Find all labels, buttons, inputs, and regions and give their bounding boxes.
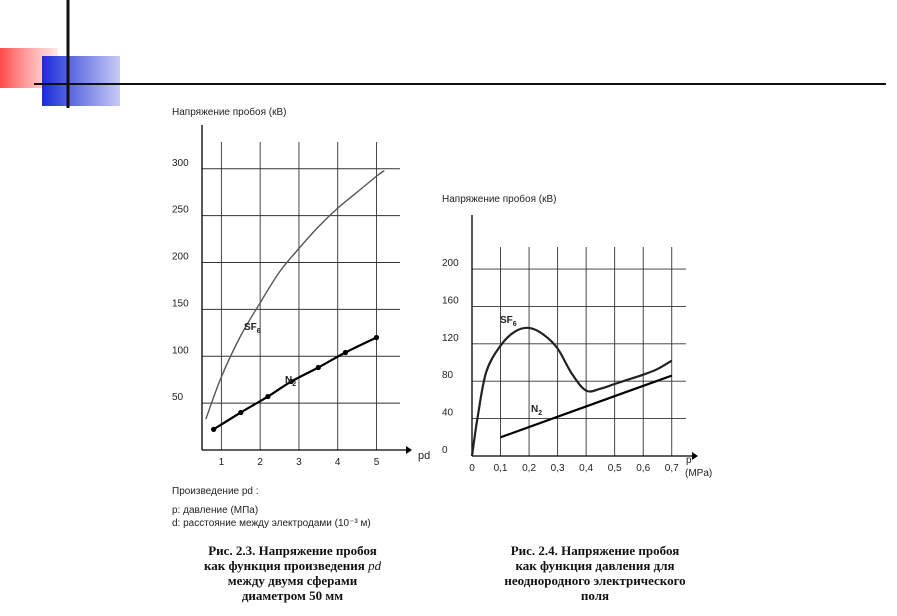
data-point-n2: [238, 410, 243, 415]
x-tick-label: 0,1: [493, 463, 508, 474]
y-tick-label: 300: [172, 157, 189, 169]
chart2-series-label-sf6: $SF_6$: [500, 315, 517, 328]
x-tick-label: 5: [373, 457, 380, 468]
caption-fig-2-4: [470, 543, 720, 603]
caption-line: диаметром 50 мм: [241, 588, 344, 603]
chart-breakdown-vs-pd: [150, 100, 440, 485]
y-tick-label: 40: [442, 407, 454, 419]
y-tick-label: 200: [442, 258, 459, 270]
chart1-note-pressure: p: давление (МПа): [172, 505, 259, 516]
caption-line: поля: [580, 588, 610, 603]
y-tick-label: 50: [172, 392, 184, 404]
chart2-xunit: (MPa): [685, 468, 713, 479]
x-tick-label: 0,7: [664, 463, 679, 474]
chart1-ylabel: Напряжение пробоя (кВ): [172, 107, 287, 118]
x-tick-label: 0,2: [522, 463, 537, 474]
x-tick-label: 1: [218, 457, 225, 468]
data-point-n2: [343, 350, 348, 355]
caption-line: как функция давления для: [515, 558, 675, 573]
chart1-note-distance: d: расстояние между электродами (10⁻³ м): [172, 518, 371, 529]
data-point-n2: [316, 365, 321, 370]
caption-line: неоднородного электрического: [504, 573, 686, 588]
caption-line: Рис. 2.3. Напряжение пробоя: [208, 543, 377, 558]
caption-line: между двумя сферами: [227, 573, 358, 588]
chart2-xlabel: p: [686, 455, 692, 466]
slide-header-decoration: [0, 0, 897, 120]
data-point-n2: [374, 335, 379, 340]
x-tick-label: 0,4: [579, 463, 594, 474]
caption-fig-2-3: [170, 543, 415, 603]
y-tick-label: 250: [172, 204, 189, 216]
x-axis-arrow: [406, 446, 412, 454]
data-point-n2: [211, 427, 216, 432]
caption-line: как функция произведения pd: [203, 558, 382, 573]
x-tick-label: 2: [257, 457, 263, 468]
y-tick-label: 200: [172, 251, 189, 263]
chart2-ylabel: Напряжение пробоя (кВ): [442, 194, 557, 205]
blue-gradient-square: [42, 56, 120, 106]
chart1-xlabel: pd: [418, 450, 431, 462]
chart-breakdown-vs-pressure: [430, 185, 730, 485]
y-tick-label: 80: [442, 370, 454, 382]
chart1-series-label-sf6: $SF_6$: [244, 322, 261, 335]
y-tick-label: 100: [172, 345, 189, 357]
y-tick-label: 0: [442, 445, 448, 456]
caption-line: Рис. 2.4. Напряжение пробоя: [510, 543, 680, 558]
y-tick-label: 160: [442, 295, 459, 307]
x-tick-label: 3: [296, 457, 302, 468]
y-tick-label: 150: [172, 298, 189, 310]
x-tick-label: 0,6: [636, 463, 651, 474]
x-axis-arrow: [692, 452, 698, 460]
x-tick-label: 4: [334, 457, 341, 468]
data-point-n2: [265, 394, 270, 399]
chart1-note-pd: Произведение pd :: [172, 486, 259, 497]
chart2-series-label-n2: $N_2$: [531, 404, 543, 417]
chart1-series-label-n2: $N_2$: [285, 375, 297, 388]
x-tick-label: 0: [469, 463, 475, 474]
y-tick-label: 120: [442, 332, 459, 344]
x-tick-label: 0,3: [550, 463, 565, 474]
x-tick-label: 0,5: [607, 463, 622, 474]
